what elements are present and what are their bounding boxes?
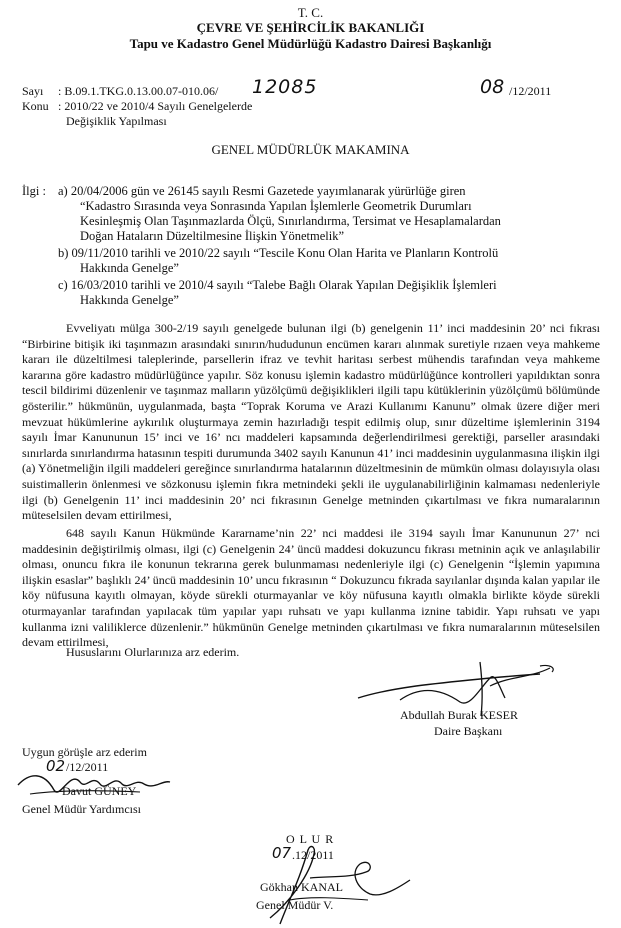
date-printed: /12/2011 [509, 84, 552, 98]
closing-line: Hususlarını Olurlarınıza arz ederim. [66, 645, 240, 659]
body-paragraph-1: Evveliyatı mülga 300-2/19 sayılı genelgede bulunan ilgi (b) genelgenin 11’ inci maddesinin 20’ nci fıkrası “Birbirine bitişik iki taşınmazın arasındaki sınırın/hududunun encümen kararı alınmak suretiyle rızaen veya mahkeme kararı ile düzeltilmesi taleplerinde, parsellerin ifraz ve tevhit haritası serbest mühendis tarafından veya mahkeme kararına göre kadastro müdürlüğünce yapılır. Söz konusu işlemin kadastro müdürlüğünce kontrolleri yapıldıktan sonra tescil bildirimi düzenlenir ve taşınmaz malların yüzölçümü değişiklikleri ilgili tapu kütüklerinin yüzölçümü bölümünde gösterilir.” hükmünün, uygulanmada, başta “Toprak Koruma ve Arazi Kullanımı Kanunu” olmak üzere diğer meri mevzuat hükümlerine aykırılık oluşturmaya zemin hazırladığı tespit edilmiş olup, sınır düzeltime işlemlerinin 3194 sayılı İmar Kanununun 15’ inci ve 16’ ncı maddeleri kapsamında değerlendirilmesi gerektiği, parseller arasındaki sınırlarda sınırlandırma hatasının tespiti durumunda 3402 sayılı Kanunun 41’ inci maddesinin uygulanmasına ilişkin ilgi (a) Yönetmeliğin ilgili maddeleri gereğince sınırlandırma hatalarının düzeltmesinin de mümkün olması dolayısıyla olası suistimallerin önlenmesi ve sözkonusu işlemin fıkra metnindeki şekli ile uygulanabilirliğinin kalmaması nedenleriyle ilgi (b) Genelgenin 11’ inci maddesinin 20’ nci fıkrasının Genelge metninden çıkartılması ve fıkra numaralarının müteselsilen devam ettirilmesi, [22, 321, 600, 523]
daire-baskani-title: Daire Başkanı [434, 724, 503, 738]
uygun-date-printed: /12/2011 [66, 760, 109, 774]
gmy-title: Genel Müdür Yardımcısı [22, 802, 141, 816]
gmy-name: Davut GÜNEY [62, 784, 137, 798]
uygun-text: Uygun görüşle arz ederim [22, 745, 147, 759]
olur-date-printed: .12/2011 [292, 848, 334, 862]
header-tc: T. C. [297, 5, 324, 20]
reference-a-line-1: a) 20/04/2006 gün ve 26145 sayılı Resmi Gazetede yayımlanarak yürürlüğe giren [58, 184, 466, 198]
header-ministry: ÇEVRE VE ŞEHİRCİLİK BAKANLIĞI [196, 20, 425, 35]
addressee: GENEL MÜDÜRLÜK MAKAMINA [211, 142, 410, 157]
konu-label: Konu [22, 99, 49, 113]
olur-text: O L U R [286, 832, 335, 846]
konu-line-1: : 2010/22 ve 2010/4 Sayılı Genelgelerde [58, 99, 253, 113]
sayi-handwritten-number: 12085 [252, 76, 318, 98]
reference-b-line-1: b) 09/11/2010 tarihli ve 2010/22 sayılı “Tescile Konu Olan Harita ve Planların Kontrolü [58, 246, 499, 260]
gm-name: Gökhan KANAL [260, 880, 343, 894]
reference-a-line-3: Kesinleşmiş Olan Taşınmazlarda Ölçü, Sınırlandırma, Tersimat ve Hesaplamalardan [80, 214, 501, 228]
reference-a-line-4: Doğan Hataların Düzeltilmesine İlişkin Yönetmelik” [80, 229, 345, 243]
sayi-value: : B.09.1.TKG.0.13.00.07-010.06/ [58, 84, 219, 98]
reference-c-line-2: Hakkında Genelge” [80, 293, 179, 307]
reference-b-line-2: Hakkında Genelge” [80, 261, 179, 275]
reference-c-line-1: c) 16/03/2010 tarihli ve 2010/4 sayılı “Talebe Bağlı Olarak Yapılan Değişiklik İşlemleri [58, 278, 497, 292]
reference-a-line-2: “Kadastro Sırasında veya Sonrasında Yapılan İşlemlerle Geometrik Durumları [80, 199, 472, 213]
references-label: İlgi : [22, 184, 46, 198]
olur-date-handwritten: 07 [272, 844, 292, 862]
sayi-label: Sayı [22, 84, 44, 98]
daire-baskani-name: Abdullah Burak KESER [400, 708, 518, 722]
konu-line-2: Değişiklik Yapılması [66, 114, 167, 128]
date-handwritten-day: 08 [480, 76, 505, 98]
body-paragraph-2-block [22, 526, 600, 651]
body-paragraph-2: 648 sayılı Kanun Hükmünde Kararname’nin 22’ nci maddesi ile 3194 sayılı İmar Kanununun 27’ nci maddesinin değiştirilmiş olması, ilgi (c) Genelgenin 24’ üncü maddesi dokuzuncu fıkrası metninin açık ve anlaşılabilir olması, onuncu fıkra ile konunun tekrarına gerek bulunmaması nedenleriyle ilgi (c) Genelgenin “İşlemin yapımına ilişkin esaslar” başlıklı 24’ üncü maddesinin 10’ uncu fıkrasının “ Dokuzuncu fıkrada sayılanlar dışında kalan yapılar ile köy nüfusuna kayıtlı olmayan, köyde sürekli oturmayanlar ve köy nüfusuna kayıtlı olmakla birlikte köyde sürekli oturmayanlar tarafından yapılacak tüm yapılar yapı ruhsatı ve yapı kullanma iznine tabidir. Yapı ruhsatı ve yapı kullanma izni valiliklerce düzenlenir.” hükmünün Genelge metninden çıkartılması ve fıkra numaralarının müteselsilen devam ettirilmesi, [22, 526, 600, 650]
body-paragraph-1-block [22, 321, 600, 524]
header-department: Tapu ve Kadastro Genel Müdürlüğü Kadastro Dairesi Başkanlığı [129, 36, 492, 51]
gm-title: Genel Müdür V. [256, 898, 334, 912]
uygun-date-handwritten: 02 [46, 757, 66, 775]
